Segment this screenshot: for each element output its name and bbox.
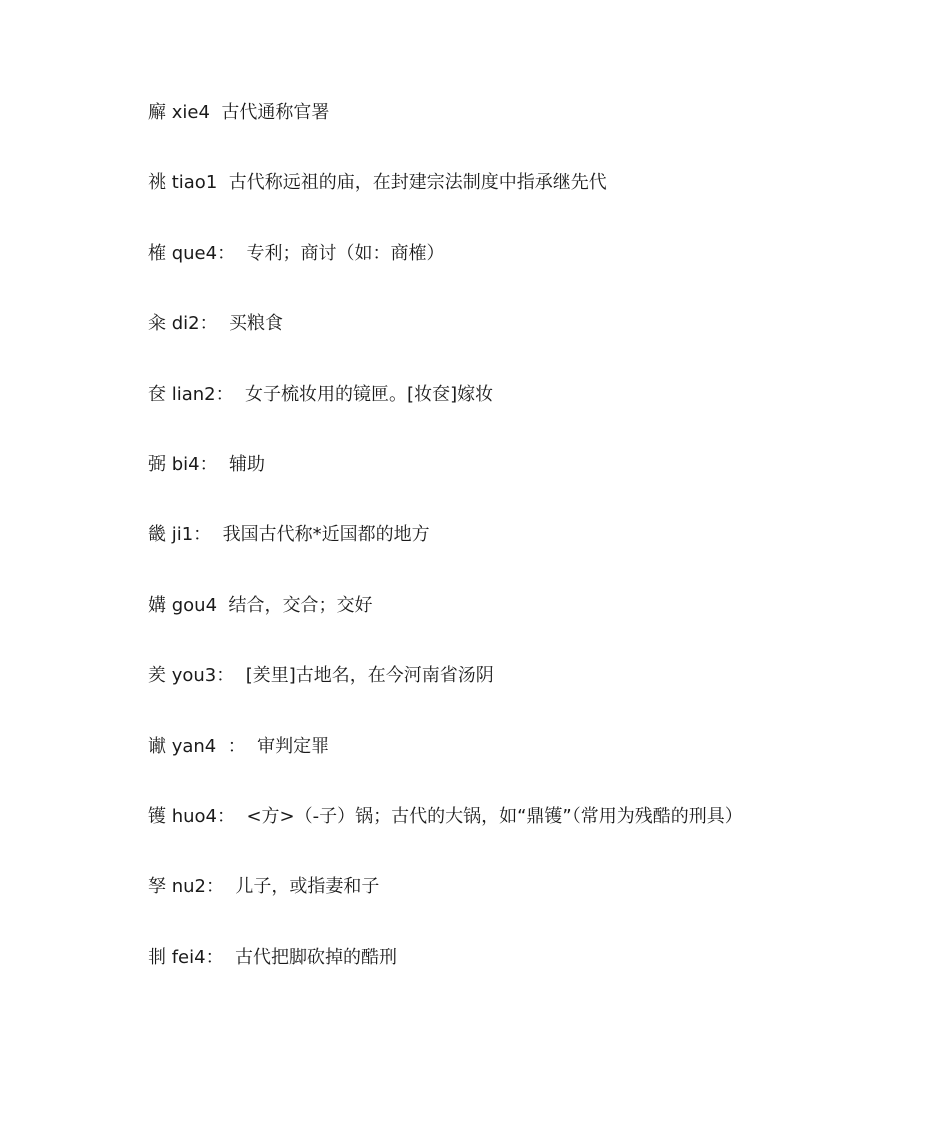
list-item: 畿 ji1： 我国古代称*近国都的地方: [148, 524, 430, 546]
list-item: 谳 yan4 ： 审判定罪: [148, 735, 330, 757]
list-item: 媾 gou4 结合，交合；交好: [148, 594, 373, 616]
list-item: 孥 nu2： 儿子，或指妻和子: [148, 876, 380, 898]
list-item: 祧 tiao1 古代称远祖的庙，在封建宗法制度中指承继先代: [148, 172, 607, 194]
list-item: 镬 huo4： <方>（-子）锅；古代的大锅，如“鼎镬”（常用为残酷的刑具）: [148, 805, 743, 827]
list-item: 奁 lian2： 女子梳妆用的镜匣。[妆奁]嫁妆: [148, 383, 494, 405]
list-item: 籴 di2： 买粮食: [148, 313, 284, 335]
list-item: 弼 bi4： 辅助: [148, 453, 266, 475]
glossary-list: [148, 100, 908, 1015]
list-item: 羑 you3： [羑里]古地名，在今河南省汤阴: [148, 665, 494, 687]
list-item: 剕 fei4： 古代把脚砍掉的酷刑: [148, 946, 398, 968]
list-item: 榷 que4： 专利；商讨（如：商榷）: [148, 242, 445, 264]
list-item: 廨 xie4 古代通称官署: [148, 102, 330, 123]
